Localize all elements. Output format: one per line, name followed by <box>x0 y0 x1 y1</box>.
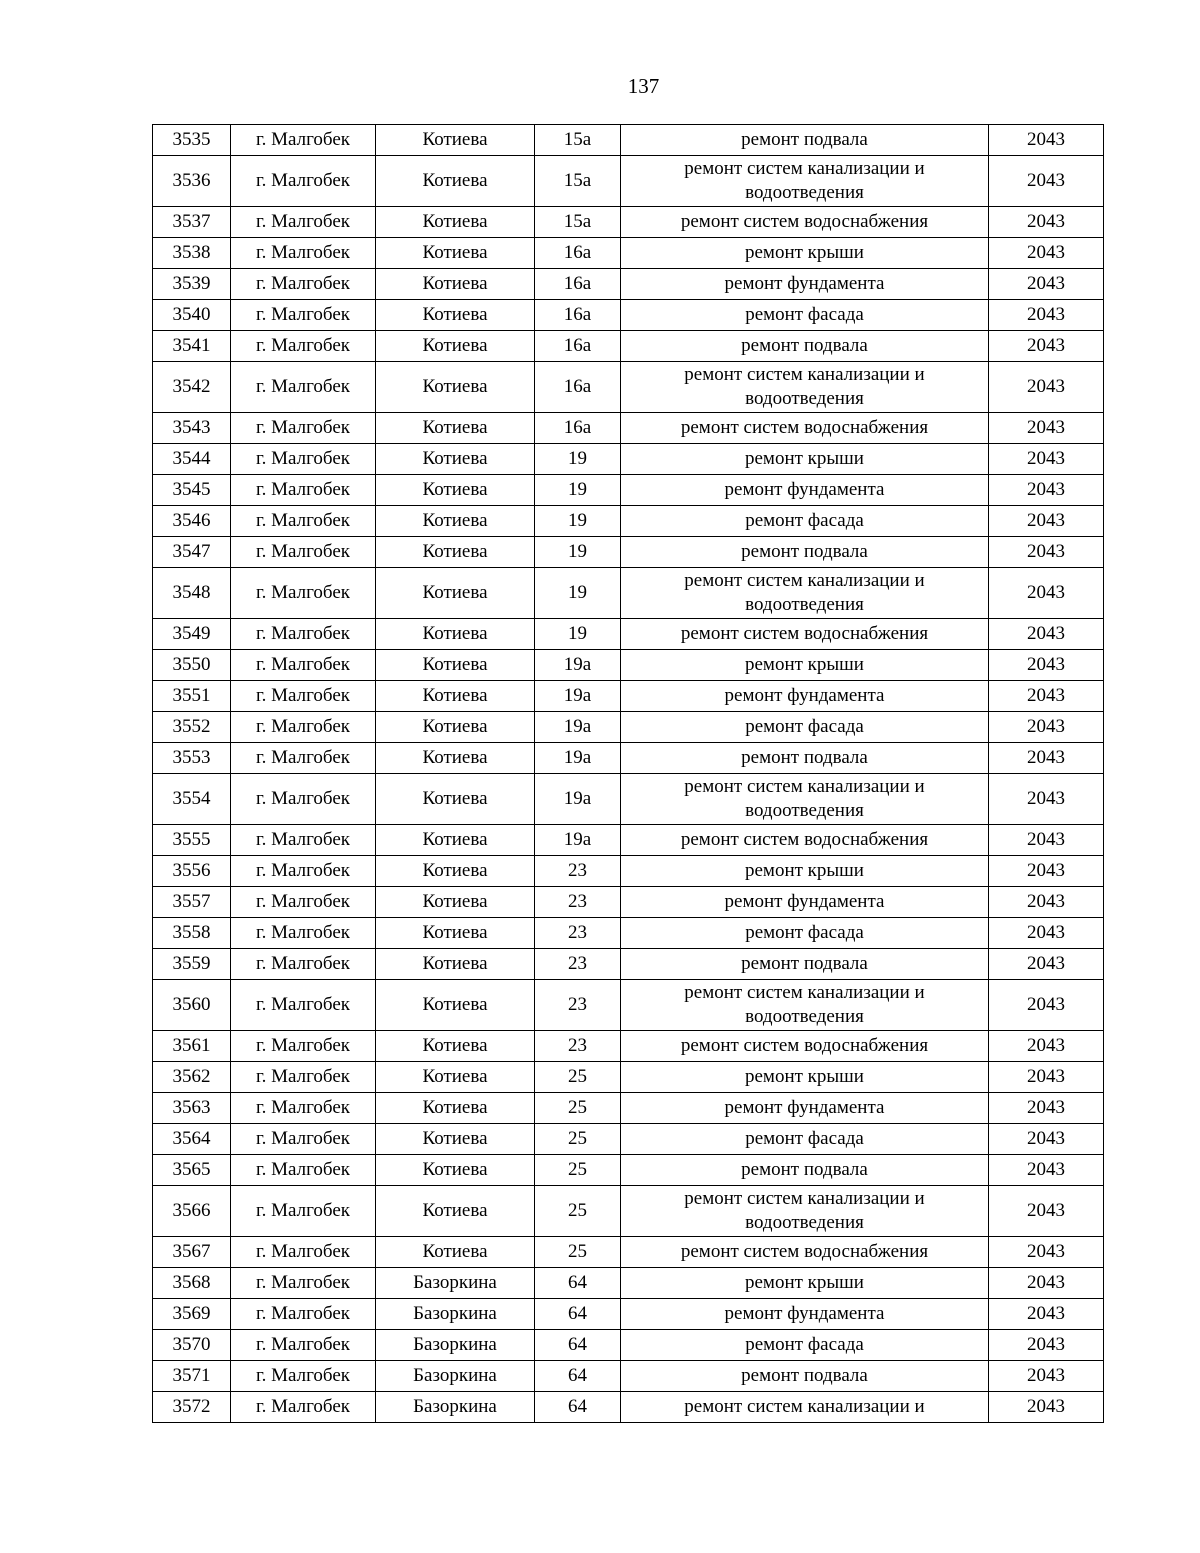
row-number-cell: 3561 <box>153 1031 231 1062</box>
year-cell: 2043 <box>989 125 1104 156</box>
house-number-cell: 15а <box>535 125 621 156</box>
table-row <box>153 1031 1104 1062</box>
year-cell: 2043 <box>989 712 1104 743</box>
row-number-cell: 3562 <box>153 1062 231 1093</box>
row-number-cell: 3569 <box>153 1299 231 1330</box>
street-cell: Котиева <box>376 331 535 362</box>
work-type-cell: ремонт систем водоснабжения <box>621 413 989 444</box>
year-cell: 2043 <box>989 1062 1104 1093</box>
street-cell: Котиева <box>376 681 535 712</box>
street-cell: Котиева <box>376 650 535 681</box>
street-cell: Базоркина <box>376 1299 535 1330</box>
city-cell: г. Малгобек <box>231 1093 376 1124</box>
city-cell: г. Малгобек <box>231 506 376 537</box>
street-cell: Базоркина <box>376 1268 535 1299</box>
house-number-cell: 16а <box>535 413 621 444</box>
city-cell: г. Малгобек <box>231 743 376 774</box>
table-row <box>153 207 1104 238</box>
table-row <box>153 269 1104 300</box>
year-cell: 2043 <box>989 1155 1104 1186</box>
house-number-cell: 25 <box>535 1237 621 1268</box>
street-cell: Котиева <box>376 238 535 269</box>
city-cell: г. Малгобек <box>231 568 376 619</box>
table-row <box>153 918 1104 949</box>
row-number-cell: 3557 <box>153 887 231 918</box>
city-cell: г. Малгобек <box>231 1062 376 1093</box>
house-number-cell: 23 <box>535 856 621 887</box>
work-type-cell: ремонт систем канализации и водоотведения <box>621 774 989 825</box>
street-cell: Котиева <box>376 949 535 980</box>
city-cell: г. Малгобек <box>231 650 376 681</box>
row-number-cell: 3553 <box>153 743 231 774</box>
year-cell: 2043 <box>989 825 1104 856</box>
street-cell: Котиева <box>376 1031 535 1062</box>
house-number-cell: 16а <box>535 362 621 413</box>
row-number-cell: 3556 <box>153 856 231 887</box>
street-cell: Котиева <box>376 1062 535 1093</box>
table-row <box>153 1093 1104 1124</box>
year-cell: 2043 <box>989 362 1104 413</box>
city-cell: г. Малгобек <box>231 1124 376 1155</box>
work-type-cell: ремонт крыши <box>621 1062 989 1093</box>
house-number-cell: 25 <box>535 1186 621 1237</box>
street-cell: Котиева <box>376 856 535 887</box>
street-cell: Котиева <box>376 506 535 537</box>
year-cell: 2043 <box>989 1237 1104 1268</box>
row-number-cell: 3563 <box>153 1093 231 1124</box>
city-cell: г. Малгобек <box>231 413 376 444</box>
house-number-cell: 64 <box>535 1299 621 1330</box>
year-cell: 2043 <box>989 331 1104 362</box>
work-type-cell: ремонт подвала <box>621 1155 989 1186</box>
row-number-cell: 3571 <box>153 1361 231 1392</box>
table-row <box>153 1392 1104 1423</box>
street-cell: Котиева <box>376 156 535 207</box>
work-type-cell: ремонт систем водоснабжения <box>621 1237 989 1268</box>
work-type-cell: ремонт систем канализации и водоотведения <box>621 568 989 619</box>
table-body <box>153 125 1104 1423</box>
city-cell: г. Малгобек <box>231 362 376 413</box>
house-number-cell: 23 <box>535 1031 621 1062</box>
row-number-cell: 3544 <box>153 444 231 475</box>
work-type-cell: ремонт фундамента <box>621 1093 989 1124</box>
table-row <box>153 980 1104 1031</box>
year-cell: 2043 <box>989 743 1104 774</box>
table-row <box>153 1268 1104 1299</box>
street-cell: Котиева <box>376 619 535 650</box>
street-cell: Котиева <box>376 568 535 619</box>
table-row <box>153 1124 1104 1155</box>
row-number-cell: 3539 <box>153 269 231 300</box>
street-cell: Котиева <box>376 1093 535 1124</box>
year-cell: 2043 <box>989 1361 1104 1392</box>
city-cell: г. Малгобек <box>231 1031 376 1062</box>
street-cell: Котиева <box>376 475 535 506</box>
table-row <box>153 743 1104 774</box>
work-type-cell: ремонт систем канализации и <box>621 1392 989 1423</box>
page-number: 137 <box>627 74 660 98</box>
year-cell: 2043 <box>989 1268 1104 1299</box>
street-cell: Котиева <box>376 444 535 475</box>
year-cell: 2043 <box>989 207 1104 238</box>
house-number-cell: 16а <box>535 331 621 362</box>
year-cell: 2043 <box>989 413 1104 444</box>
row-number-cell: 3541 <box>153 331 231 362</box>
row-number-cell: 3548 <box>153 568 231 619</box>
work-type-cell: ремонт подвала <box>621 1361 989 1392</box>
house-number-cell: 19 <box>535 506 621 537</box>
work-type-cell: ремонт подвала <box>621 743 989 774</box>
table-row <box>153 825 1104 856</box>
work-type-cell: ремонт подвала <box>621 537 989 568</box>
work-type-cell: ремонт фундамента <box>621 269 989 300</box>
house-number-cell: 16а <box>535 300 621 331</box>
row-number-cell: 3537 <box>153 207 231 238</box>
house-number-cell: 19 <box>535 568 621 619</box>
table-row <box>153 1155 1104 1186</box>
street-cell: Котиева <box>376 774 535 825</box>
city-cell: г. Малгобек <box>231 156 376 207</box>
city-cell: г. Малгобек <box>231 1361 376 1392</box>
street-cell: Котиева <box>376 918 535 949</box>
street-cell: Котиева <box>376 362 535 413</box>
table-row <box>153 331 1104 362</box>
work-type-cell: ремонт фундамента <box>621 475 989 506</box>
year-cell: 2043 <box>989 1330 1104 1361</box>
year-cell: 2043 <box>989 1186 1104 1237</box>
city-cell: г. Малгобек <box>231 1392 376 1423</box>
table-row <box>153 238 1104 269</box>
city-cell: г. Малгобек <box>231 856 376 887</box>
table-row <box>153 362 1104 413</box>
year-cell: 2043 <box>989 1124 1104 1155</box>
house-number-cell: 25 <box>535 1093 621 1124</box>
work-type-cell: ремонт крыши <box>621 444 989 475</box>
year-cell: 2043 <box>989 1093 1104 1124</box>
row-number-cell: 3538 <box>153 238 231 269</box>
table-row <box>153 300 1104 331</box>
house-number-cell: 19а <box>535 743 621 774</box>
work-type-cell: ремонт систем канализации и водоотведения <box>621 1186 989 1237</box>
city-cell: г. Малгобек <box>231 949 376 980</box>
house-number-cell: 25 <box>535 1124 621 1155</box>
city-cell: г. Малгобек <box>231 207 376 238</box>
row-number-cell: 3536 <box>153 156 231 207</box>
work-type-cell: ремонт фундамента <box>621 681 989 712</box>
city-cell: г. Малгобек <box>231 444 376 475</box>
row-number-cell: 3550 <box>153 650 231 681</box>
work-type-cell: ремонт систем водоснабжения <box>621 825 989 856</box>
table-row <box>153 774 1104 825</box>
row-number-cell: 3540 <box>153 300 231 331</box>
row-number-cell: 3551 <box>153 681 231 712</box>
house-number-cell: 23 <box>535 918 621 949</box>
house-number-cell: 16а <box>535 238 621 269</box>
city-cell: г. Малгобек <box>231 712 376 743</box>
table-row <box>153 1361 1104 1392</box>
table-row <box>153 1186 1104 1237</box>
table-row <box>153 949 1104 980</box>
year-cell: 2043 <box>989 1299 1104 1330</box>
street-cell: Котиева <box>376 743 535 774</box>
street-cell: Котиева <box>376 537 535 568</box>
year-cell: 2043 <box>989 238 1104 269</box>
work-type-cell: ремонт фундамента <box>621 1299 989 1330</box>
house-number-cell: 15а <box>535 156 621 207</box>
city-cell: г. Малгобек <box>231 681 376 712</box>
row-number-cell: 3552 <box>153 712 231 743</box>
row-number-cell: 3568 <box>153 1268 231 1299</box>
year-cell: 2043 <box>989 475 1104 506</box>
street-cell: Котиева <box>376 300 535 331</box>
table-row <box>153 856 1104 887</box>
city-cell: г. Малгобек <box>231 537 376 568</box>
year-cell: 2043 <box>989 444 1104 475</box>
house-number-cell: 23 <box>535 887 621 918</box>
street-cell: Котиева <box>376 125 535 156</box>
table-row <box>153 568 1104 619</box>
work-type-cell: ремонт фасада <box>621 918 989 949</box>
row-number-cell: 3549 <box>153 619 231 650</box>
city-cell: г. Малгобек <box>231 825 376 856</box>
city-cell: г. Малгобек <box>231 238 376 269</box>
work-type-cell: ремонт подвала <box>621 125 989 156</box>
row-number-cell: 3545 <box>153 475 231 506</box>
row-number-cell: 3558 <box>153 918 231 949</box>
work-type-cell: ремонт фасада <box>621 712 989 743</box>
house-number-cell: 19 <box>535 444 621 475</box>
work-type-cell: ремонт фасада <box>621 1124 989 1155</box>
table-row <box>153 1237 1104 1268</box>
city-cell: г. Малгобек <box>231 300 376 331</box>
city-cell: г. Малгобек <box>231 331 376 362</box>
street-cell: Базоркина <box>376 1392 535 1423</box>
city-cell: г. Малгобек <box>231 125 376 156</box>
house-number-cell: 64 <box>535 1330 621 1361</box>
row-number-cell: 3535 <box>153 125 231 156</box>
house-number-cell: 19а <box>535 650 621 681</box>
year-cell: 2043 <box>989 949 1104 980</box>
table-row <box>153 444 1104 475</box>
house-number-cell: 25 <box>535 1155 621 1186</box>
year-cell: 2043 <box>989 300 1104 331</box>
street-cell: Котиева <box>376 980 535 1031</box>
year-cell: 2043 <box>989 537 1104 568</box>
row-number-cell: 3546 <box>153 506 231 537</box>
table-row <box>153 537 1104 568</box>
year-cell: 2043 <box>989 619 1104 650</box>
work-type-cell: ремонт подвала <box>621 331 989 362</box>
year-cell: 2043 <box>989 918 1104 949</box>
street-cell: Базоркина <box>376 1330 535 1361</box>
year-cell: 2043 <box>989 1392 1104 1423</box>
house-number-cell: 23 <box>535 980 621 1031</box>
house-number-cell: 19 <box>535 537 621 568</box>
work-type-cell: ремонт фасада <box>621 506 989 537</box>
work-type-cell: ремонт систем водоснабжения <box>621 207 989 238</box>
year-cell: 2043 <box>989 1031 1104 1062</box>
house-number-cell: 23 <box>535 949 621 980</box>
house-number-cell: 19 <box>535 619 621 650</box>
year-cell: 2043 <box>989 681 1104 712</box>
house-number-cell: 19а <box>535 712 621 743</box>
street-cell: Котиева <box>376 712 535 743</box>
year-cell: 2043 <box>989 774 1104 825</box>
street-cell: Котиева <box>376 207 535 238</box>
row-number-cell: 3572 <box>153 1392 231 1423</box>
work-type-cell: ремонт систем водоснабжения <box>621 1031 989 1062</box>
row-number-cell: 3567 <box>153 1237 231 1268</box>
table-row <box>153 619 1104 650</box>
city-cell: г. Малгобек <box>231 1186 376 1237</box>
year-cell: 2043 <box>989 887 1104 918</box>
city-cell: г. Малгобек <box>231 1299 376 1330</box>
row-number-cell: 3565 <box>153 1155 231 1186</box>
street-cell: Котиева <box>376 1237 535 1268</box>
street-cell: Котиева <box>376 413 535 444</box>
table-row <box>153 887 1104 918</box>
work-type-cell: ремонт систем канализации и водоотведения <box>621 980 989 1031</box>
work-type-cell: ремонт систем канализации и водоотведения <box>621 362 989 413</box>
table-row <box>153 1062 1104 1093</box>
table-row <box>153 125 1104 156</box>
year-cell: 2043 <box>989 156 1104 207</box>
year-cell: 2043 <box>989 650 1104 681</box>
house-number-cell: 19а <box>535 825 621 856</box>
row-number-cell: 3560 <box>153 980 231 1031</box>
city-cell: г. Малгобек <box>231 269 376 300</box>
row-number-cell: 3559 <box>153 949 231 980</box>
work-type-cell: ремонт крыши <box>621 238 989 269</box>
table-row <box>153 681 1104 712</box>
row-number-cell: 3570 <box>153 1330 231 1361</box>
city-cell: г. Малгобек <box>231 619 376 650</box>
work-type-cell: ремонт фасада <box>621 1330 989 1361</box>
street-cell: Котиева <box>376 269 535 300</box>
street-cell: Котиева <box>376 1186 535 1237</box>
row-number-cell: 3543 <box>153 413 231 444</box>
city-cell: г. Малгобек <box>231 1155 376 1186</box>
table-row <box>153 1330 1104 1361</box>
work-type-cell: ремонт фундамента <box>621 887 989 918</box>
city-cell: г. Малгобек <box>231 887 376 918</box>
row-number-cell: 3555 <box>153 825 231 856</box>
street-cell: Котиева <box>376 825 535 856</box>
work-type-cell: ремонт систем канализации и водоотведения <box>621 156 989 207</box>
row-number-cell: 3564 <box>153 1124 231 1155</box>
house-number-cell: 64 <box>535 1268 621 1299</box>
house-number-cell: 64 <box>535 1361 621 1392</box>
house-number-cell: 19а <box>535 774 621 825</box>
city-cell: г. Малгобек <box>231 475 376 506</box>
house-number-cell: 64 <box>535 1392 621 1423</box>
work-type-cell: ремонт фасада <box>621 300 989 331</box>
house-number-cell: 15а <box>535 207 621 238</box>
work-type-cell: ремонт крыши <box>621 650 989 681</box>
work-type-cell: ремонт подвала <box>621 949 989 980</box>
street-cell: Котиева <box>376 1124 535 1155</box>
house-number-cell: 19а <box>535 681 621 712</box>
year-cell: 2043 <box>989 506 1104 537</box>
table-row <box>153 506 1104 537</box>
year-cell: 2043 <box>989 269 1104 300</box>
city-cell: г. Малгобек <box>231 918 376 949</box>
house-number-cell: 16а <box>535 269 621 300</box>
house-number-cell: 25 <box>535 1062 621 1093</box>
work-type-cell: ремонт крыши <box>621 856 989 887</box>
year-cell: 2043 <box>989 980 1104 1031</box>
table-row <box>153 475 1104 506</box>
city-cell: г. Малгобек <box>231 1268 376 1299</box>
table-row <box>153 1299 1104 1330</box>
works-table <box>152 124 1104 1423</box>
row-number-cell: 3542 <box>153 362 231 413</box>
row-number-cell: 3547 <box>153 537 231 568</box>
street-cell: Базоркина <box>376 1361 535 1392</box>
city-cell: г. Малгобек <box>231 1330 376 1361</box>
table-row <box>153 650 1104 681</box>
table-row <box>153 156 1104 207</box>
year-cell: 2043 <box>989 856 1104 887</box>
work-type-cell: ремонт систем водоснабжения <box>621 619 989 650</box>
year-cell: 2043 <box>989 568 1104 619</box>
row-number-cell: 3554 <box>153 774 231 825</box>
street-cell: Котиева <box>376 887 535 918</box>
table-row <box>153 413 1104 444</box>
work-type-cell: ремонт крыши <box>621 1268 989 1299</box>
city-cell: г. Малгобек <box>231 980 376 1031</box>
house-number-cell: 19 <box>535 475 621 506</box>
city-cell: г. Малгобек <box>231 1237 376 1268</box>
city-cell: г. Малгобек <box>231 774 376 825</box>
row-number-cell: 3566 <box>153 1186 231 1237</box>
table-row <box>153 712 1104 743</box>
street-cell: Котиева <box>376 1155 535 1186</box>
